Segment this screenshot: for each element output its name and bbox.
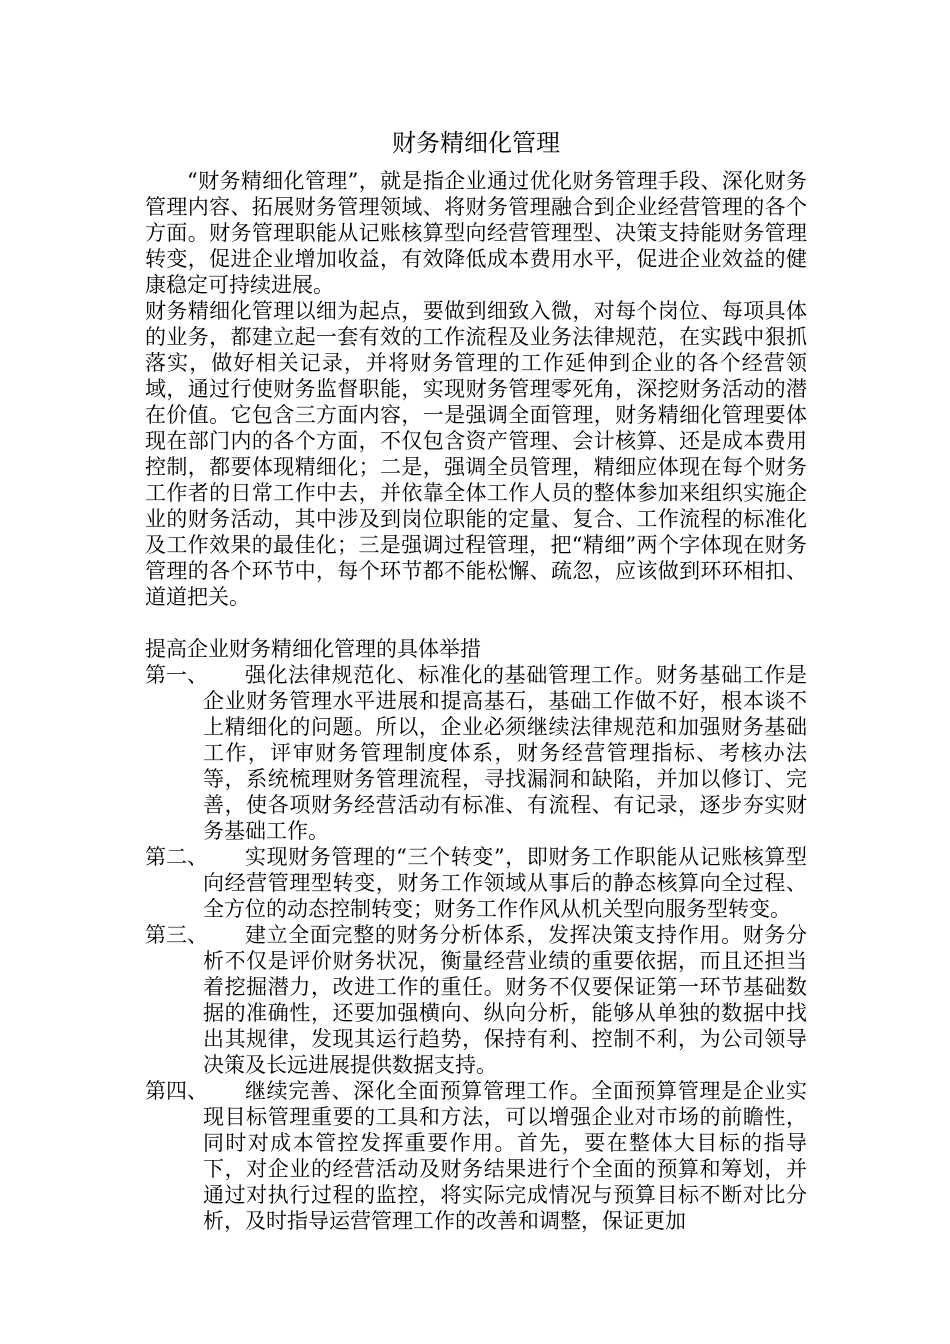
measure-item-4 (145, 1078, 807, 1234)
measure-label: 第一、 (145, 663, 208, 687)
measure-label: 第四、 (145, 1079, 208, 1103)
measure-text: 强化法律规范化、标准化的基础管理工作。财务基础工作是企业财务管理水平进展和提高基石，基础工作做不好，根本谈不上精细化的问题。所以，企业必须继续法律规范和加强财务基础工作，评审财务管理制度体系，财务经营管理指标、考核办法等，系统梳理财务管理流程，寻找漏洞和缺陷，并加以修订、完善，使各项财务经营活动有标准、有流程、有记录，逐步夯实财务基础工作。 (203, 663, 807, 843)
section-heading: 提高企业财务精细化管理的具体举措 (145, 637, 481, 661)
measure-label: 第三、 (145, 923, 208, 947)
measure-label: 第二、 (145, 845, 208, 869)
paragraph-spacer (145, 610, 807, 636)
measure-text: 实现财务管理的“三个转变”，即财务工作职能从记账核算型向经营管理型转变，财务工作领域从事后的静态核算向全过程、全方位的动态控制转变；财务工作作风从机关型向服务型转变。 (203, 845, 807, 921)
measure-item-1 (145, 662, 807, 844)
measure-item-2 (145, 844, 807, 922)
measure-item-3 (145, 922, 807, 1078)
document-title: 财务精细化管理 (392, 129, 560, 157)
document-page (145, 128, 807, 1234)
intro-paragraph-1: “财务精细化管理”，就是指企业通过优化财务管理手段、深化财务管理内容、拓展财务管理领域、将财务管理融合到企业经营管理的各个方面。财务管理职能从记账核算型向经营管理型、决策支持能财务管理转变，促进企业增加收益，有效降低成本费用水平，促进企业效益的健康稳定可持续进展。 (145, 169, 807, 297)
intro-paragraph-2: 财务精细化管理以细为起点，要做到细致入微，对每个岗位、每项具体的业务，都建立起一套有效的工作流程及业务法律规范，在实践中狠抓落实，做好相关记录，并将财务管理的工作延伸到企业的各个经营领域，通过行使财务监督职能，实现财务管理零死角，深挖财务活动的潜在价值。它包含三方面内容，一是强调全面管理，财务精细化管理要体现在部门内的各个方面，不仅包含资产管理、会计核算、还是成本费用控制，都要体现精细化；二是，强调全员管理，精细应体现在每个财务工作者的日常工作中去，并依靠全体工作人员的整体参加来组织实施企业的财务活动，其中涉及到岗位职能的定量、复合、工作流程的标准化及工作效果的最佳化；三是强调过程管理，把“精细”两个字体现在财务管理的各个环节中，每个环节都不能松懈、疏忽，应该做到环环相扣、道道把关。 (145, 299, 807, 609)
measure-text: 建立全面完整的财务分析体系，发挥决策支持作用。财务分析不仅是评价财务状况，衡量经营业绩的重要依据，而且还担当着挖掘潜力，改进工作的重任。财务不仅要保证第一环节基础数据的准确性，还要加强横向、纵向分析，能够从单独的数据中找出其规律，发现其运行趋势，保持有利、控制不利，为公司领导决策及长远进展提供数据支持。 (203, 923, 807, 1077)
measure-text: 继续完善、深化全面预算管理工作。全面预算管理是企业实现目标管理重要的工具和方法，可以增强企业对市场的前瞻性，同时对成本管控发挥重要作用。首先，要在整体大目标的指导下，对企业的经营活动及财务结果进行个全面的预算和筹划，并通过对执行过程的监控，将实际完成情况与预算目标不断对比分析，及时指导运营管理工作的改善和调整，保证更加 (203, 1079, 807, 1233)
measures-list (145, 662, 807, 1234)
